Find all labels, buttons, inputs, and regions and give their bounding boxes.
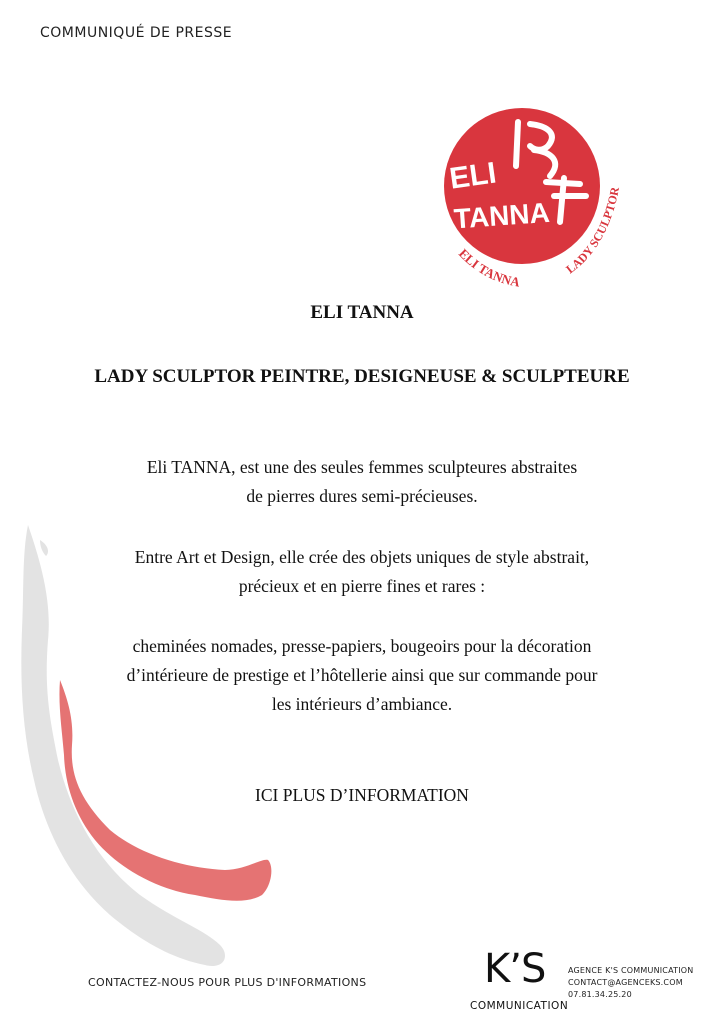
paragraph-line: précieux et en pierre fines et rares : <box>238 576 486 596</box>
seal-text-tanna: TANNA <box>452 196 551 235</box>
paragraph-line: Entre Art et Design, elle crée des objets uniques de style abstrait, <box>134 547 590 567</box>
paragraph-line: d’intérieure de prestige et l’hôtellerie ainsi que sur commande pour <box>126 665 598 685</box>
body-paragraph-3 <box>40 632 684 719</box>
seal-arc-lady-sculptor: LADY SCULPTOR <box>563 185 623 277</box>
agency-name: AGENCE K'S COMMUNICATION <box>568 966 694 975</box>
footer-contact-text: CONTACTEZ-NOUS POUR PLUS D'INFORMATIONS <box>88 976 367 989</box>
seal-arc-eli-tanna: ELI TANNA <box>455 245 522 290</box>
agency-phone[interactable]: 07.81.34.25.20 <box>568 990 632 999</box>
paragraph-line: cheminées nomades, presse-papiers, bougeoirs pour la décoration <box>132 636 592 656</box>
artist-subtitle: LADY SCULPTOR PEINTRE, DESIGNEUSE & SCULPTEURE <box>94 366 630 387</box>
more-information-link[interactable]: ICI PLUS D’INFORMATION <box>255 785 469 805</box>
ks-communication-logo <box>470 946 570 1020</box>
body-paragraph-2 <box>40 543 684 601</box>
press-release-label: COMMUNIQUÉ DE PRESSE <box>40 25 233 41</box>
ks-logo-mark: K’S <box>484 946 546 992</box>
paragraph-line: Eli TANNA, est une des seules femmes sculpteures abstraites <box>146 457 578 477</box>
eli-tanna-seal-logo <box>430 104 640 304</box>
paragraph-line: de pierres dures semi-précieuses. <box>246 486 478 506</box>
seal-text-eli: ELI <box>447 156 499 196</box>
artist-name-title: ELI TANNA <box>310 302 414 323</box>
ks-logo-wordmark: COMMUNICATION <box>470 1000 569 1012</box>
agency-contact-block <box>568 965 693 1001</box>
body-paragraph-1 <box>40 453 684 511</box>
paragraph-line: les intérieurs d’ambiance. <box>271 694 453 714</box>
agency-email[interactable]: CONTACT@AGENCEKS.COM <box>568 978 683 987</box>
